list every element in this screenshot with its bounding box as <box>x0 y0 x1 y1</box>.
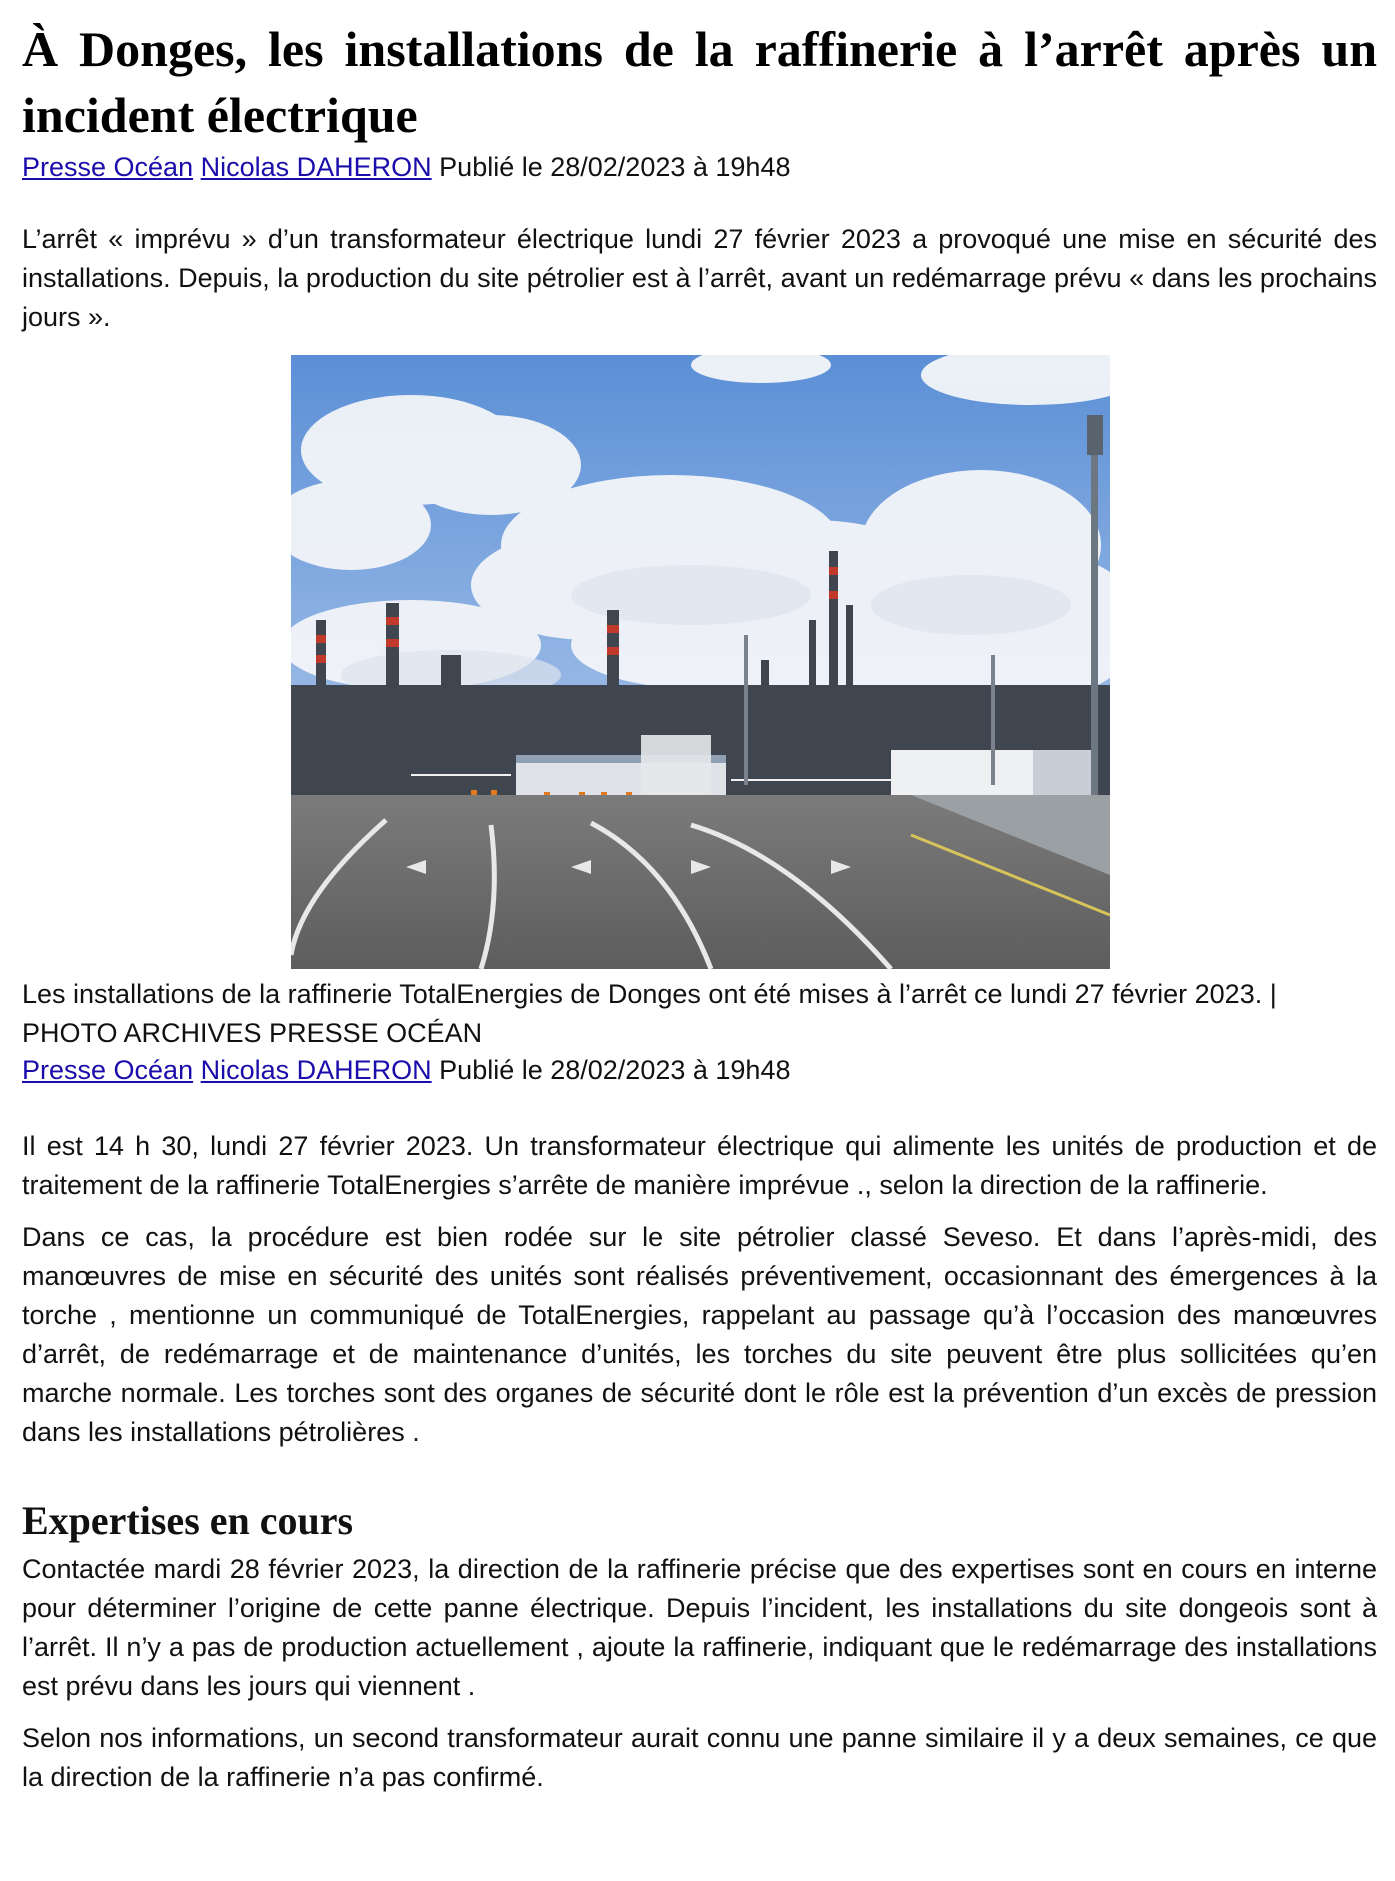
article-lead: L’arrêt « imprévu » d’un transformateur électrique lundi 27 février 2023 a provoqué une mise en sécurité des installations. Depuis, la production du site pétrolier est à l’arrêt, avant un redémarrage prévu « dans les prochains jours ». <box>22 224 1377 332</box>
article-figure <box>22 355 1377 1053</box>
photo-caption: Les installations de la raffinerie TotalEnergies de Donges ont été mises à l’arrêt ce lundi 27 février 2023. | PHOTO ARCHIVES PRESSE OCÉAN <box>22 979 1277 1048</box>
refinery-photo <box>291 355 1110 969</box>
paragraph: Selon nos informations, un second transformateur aurait connu une panne similaire il y a deux semaines, ce que la direction de la raffinerie n’a pas confirmé. <box>22 1723 1377 1792</box>
author-link[interactable]: Nicolas DAHERON <box>200 1055 432 1085</box>
paragraph: Dans ce cas, la procédure est bien rodée sur le site pétrolier classé Seveso. Et dans l’après-midi, des manœuvres de mise en sécurité des unités sont réalisés préventivement, occasionnant des émergences à la torche , mentionne un communiqué de TotalEnergies, rappelant au passage qu’à l’occasion des manœuvres d’arrêt, de redémarrage et de maintenance d’unités, les torches du site peuvent être plus sollicitées qu’en marche normale. Les torches sont des organes de sécurité dont le rôle est la prévention d’un excès de pression dans les installations pétrolières . <box>22 1222 1377 1447</box>
paragraph: Contactée mardi 28 février 2023, la direction de la raffinerie précise que des expertises sont en cours en interne pour déterminer l’origine de cette panne électrique. Depuis l’incident, les installations du site dongeois sont à l’arrêt. Il n’y a pas de production actuellement , ajoute la raffinerie, indiquant que le redémarrage des installations est prévu dans les jours qui viennent . <box>22 1554 1377 1701</box>
byline <box>22 150 1377 184</box>
section-heading: Expertises en cours <box>22 1498 354 1543</box>
source-link[interactable]: Presse Océan <box>22 1055 194 1085</box>
publish-date: Publié le 28/02/2023 à 19h48 <box>439 1055 791 1085</box>
author-link[interactable]: Nicolas DAHERON <box>200 152 432 182</box>
article <box>22 16 1377 1797</box>
source-link[interactable]: Presse Océan <box>22 152 194 182</box>
byline-repeat <box>22 1053 1377 1087</box>
paragraph: Il est 14 h 30, lundi 27 février 2023. Un transformateur électrique qui alimente les unités de production et de traitement de la raffinerie TotalEnergies s’arrête de manière imprévue ., selon la direction de la raffinerie. <box>22 1131 1377 1200</box>
article-title: À Donges, les installations de la raffinerie à l’arrêt après un incident électrique <box>22 21 1377 143</box>
publish-date: Publié le 28/02/2023 à 19h48 <box>439 152 791 182</box>
